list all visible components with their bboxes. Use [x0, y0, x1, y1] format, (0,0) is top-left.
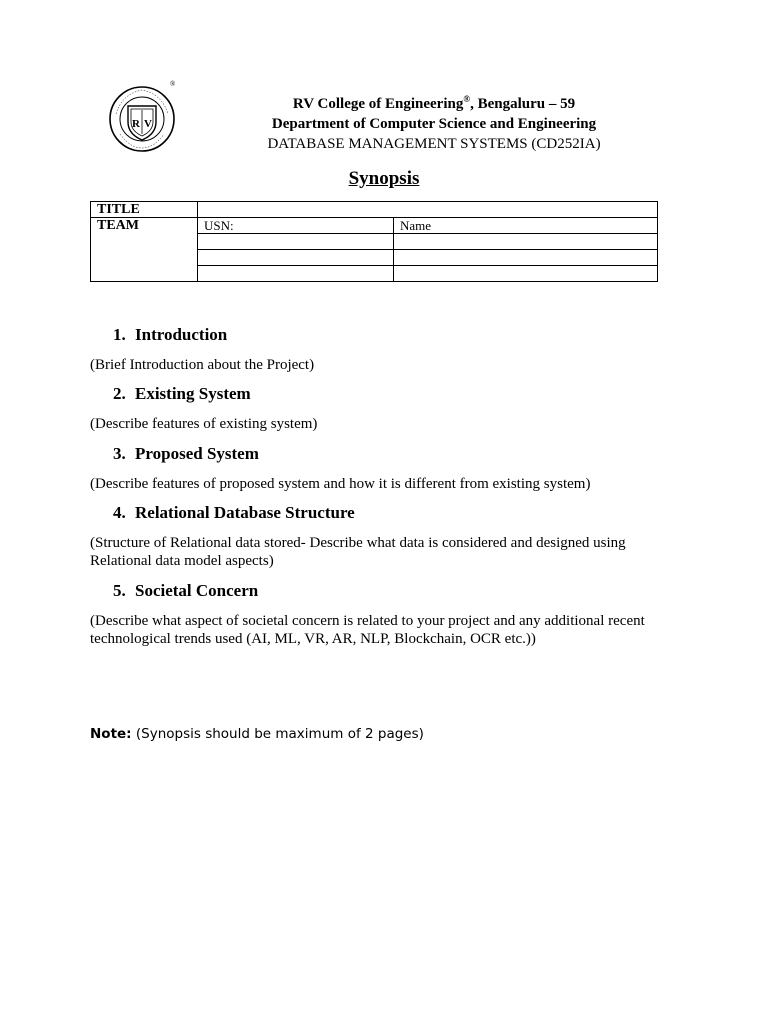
section-description-existing-system: (Describe features of existing system): [90, 416, 318, 432]
note-label: Note:: [90, 726, 132, 742]
member-name-field[interactable]: [394, 234, 658, 250]
section-title: Proposed System: [135, 444, 259, 463]
info-table: [90, 201, 658, 282]
document-title: Synopsis: [348, 168, 420, 189]
member-name-field[interactable]: [394, 250, 658, 266]
section-heading-relational-database-structure: [113, 503, 355, 523]
team-header-row: [91, 218, 658, 234]
section-description-relational-database-structure: (Structure of Relational data stored- Describe what data is considered and designed using Relational data model aspects): [90, 535, 626, 569]
section-number: 5.: [113, 581, 126, 600]
logo-registered-mark: ®: [170, 80, 176, 88]
section-number: 4.: [113, 503, 126, 522]
registered-mark: ®: [463, 94, 471, 104]
page-limit-note: [90, 726, 424, 742]
name-header: Name: [394, 218, 658, 234]
college-location: , Bengaluru – 59: [470, 96, 576, 112]
member-usn-field[interactable]: [198, 234, 394, 250]
document-header: [214, 94, 654, 154]
logo-letter-v: V: [144, 118, 152, 130]
section-title: Existing System: [135, 384, 251, 403]
section-number: 3.: [113, 444, 126, 463]
team-label: TEAM: [91, 218, 198, 282]
title-label: TITLE: [91, 202, 198, 218]
title-row: [91, 202, 658, 218]
section-heading-proposed-system: [113, 444, 259, 464]
section-number: 1.: [113, 325, 126, 344]
usn-header: USN:: [198, 218, 394, 234]
section-number: 2.: [113, 384, 126, 403]
section-description-introduction: (Brief Introduction about the Project): [90, 357, 315, 373]
member-name-field[interactable]: [394, 266, 658, 282]
section-description-proposed-system: (Describe features of proposed system and how it is different from existing system): [90, 476, 591, 492]
section-heading-introduction: [113, 325, 227, 345]
section-title: Societal Concern: [135, 581, 259, 600]
department-name: Department of Computer Science and Engineering: [271, 116, 597, 132]
section-title: Relational Database Structure: [135, 503, 355, 522]
member-usn-field[interactable]: [198, 250, 394, 266]
section-heading-societal-concern: [113, 581, 258, 601]
college-line: [214, 94, 654, 114]
section-heading-existing-system: [113, 384, 251, 404]
college-name: RV College of Engineering: [292, 96, 464, 112]
section-description-societal-concern: (Describe what aspect of societal concern is related to your project and any additional recent technological trends used (AI, ML, VR, AR, NLP, Blockchain, OCR etc.)): [90, 613, 645, 647]
note-text: (Synopsis should be maximum of 2 pages): [131, 726, 424, 742]
section-title: Introduction: [135, 325, 228, 344]
college-logo: [108, 84, 176, 154]
member-usn-field[interactable]: [198, 266, 394, 282]
course-name: DATABASE MANAGEMENT SYSTEMS (CD252IA): [267, 136, 601, 152]
logo-letter-r: R: [132, 118, 140, 130]
title-field[interactable]: [198, 202, 658, 218]
